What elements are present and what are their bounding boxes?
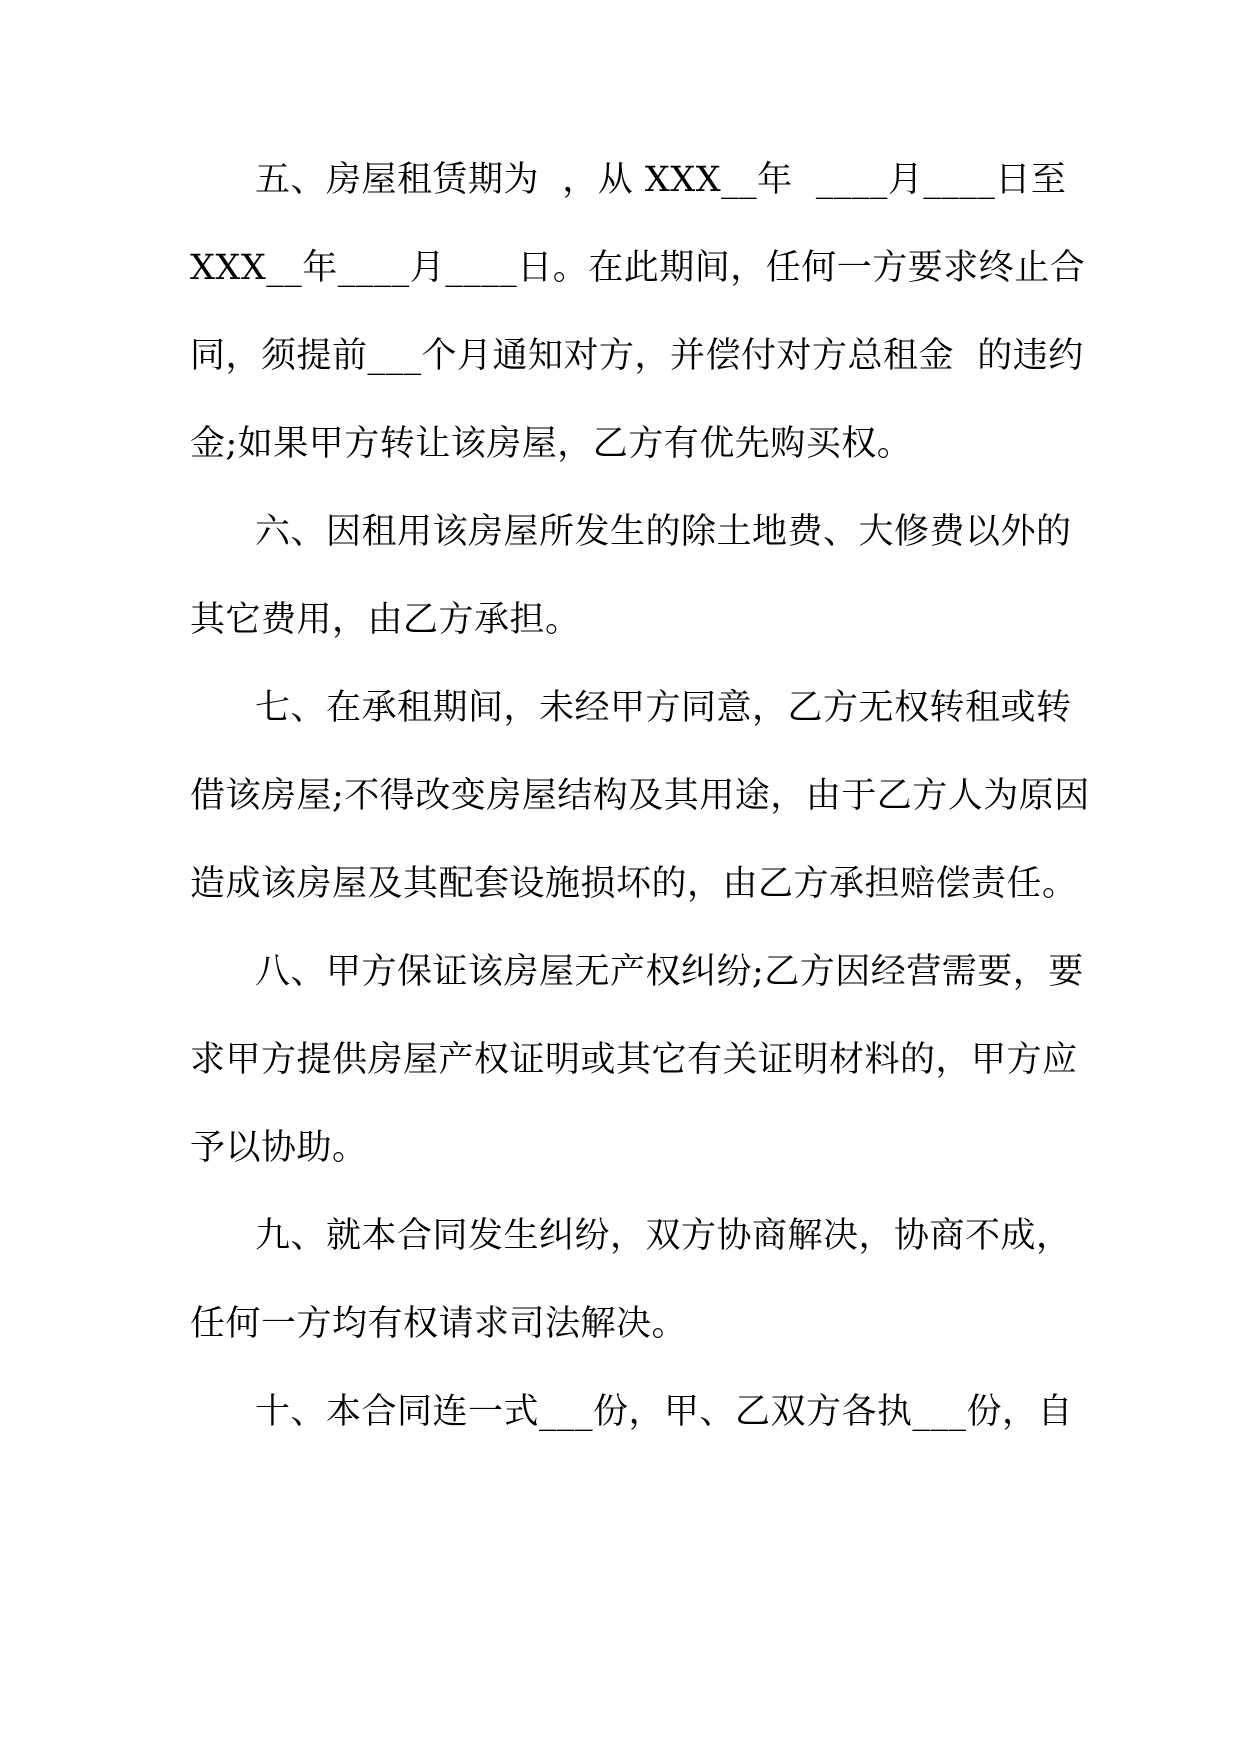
clause-5-line-2: XXX__年____月____日。在此期间，任何一方要求终止合 xyxy=(190,248,1086,288)
clause-7-line-2: 借该房屋;不得改变房屋结构及其用途，由于乙方人为原因 xyxy=(190,776,1090,816)
clause-5-line-4: 金;如果甲方转让该房屋，乙方有优先购买权。 xyxy=(190,424,913,464)
clause-9-line-2: 任何一方均有权请求司法解决。 xyxy=(190,1304,688,1344)
clause-6-line-2: 其它费用，由乙方承担。 xyxy=(190,600,581,640)
clause-7-line-1: 七、在承租期间，未经甲方同意，乙方无权转租或转 xyxy=(255,688,1072,728)
clause-8-line-2: 求甲方提供房屋产权证明或其它有关证明材料的，甲方应 xyxy=(190,1040,1078,1080)
clause-6-line-1: 六、因租用该房屋所发生的除土地费、大修费以外的 xyxy=(255,512,1072,552)
clause-10-line-1: 十、本合同连一式___份，甲、乙双方各执___份，自 xyxy=(255,1392,1074,1432)
clause-9-line-1: 九、就本合同发生纠纷，双方协商解决，协商不成， xyxy=(255,1216,1072,1256)
clause-8-line-3: 予以协助。 xyxy=(190,1128,368,1168)
clause-7-line-3: 造成该房屋及其配套设施损坏的，由乙方承担赔偿责任。 xyxy=(190,864,1078,904)
clause-5-line-1: 五、房屋租赁期为 ，从 XXX__年 ____月____日至 xyxy=(255,160,1067,200)
clause-8-line-1: 八、甲方保证该房屋无产权纠纷;乙方因经营需要，要 xyxy=(255,952,1084,992)
clause-5-line-3: 同，须提前___个月通知对方，并偿付对方总租金 的违约 xyxy=(190,336,1084,376)
